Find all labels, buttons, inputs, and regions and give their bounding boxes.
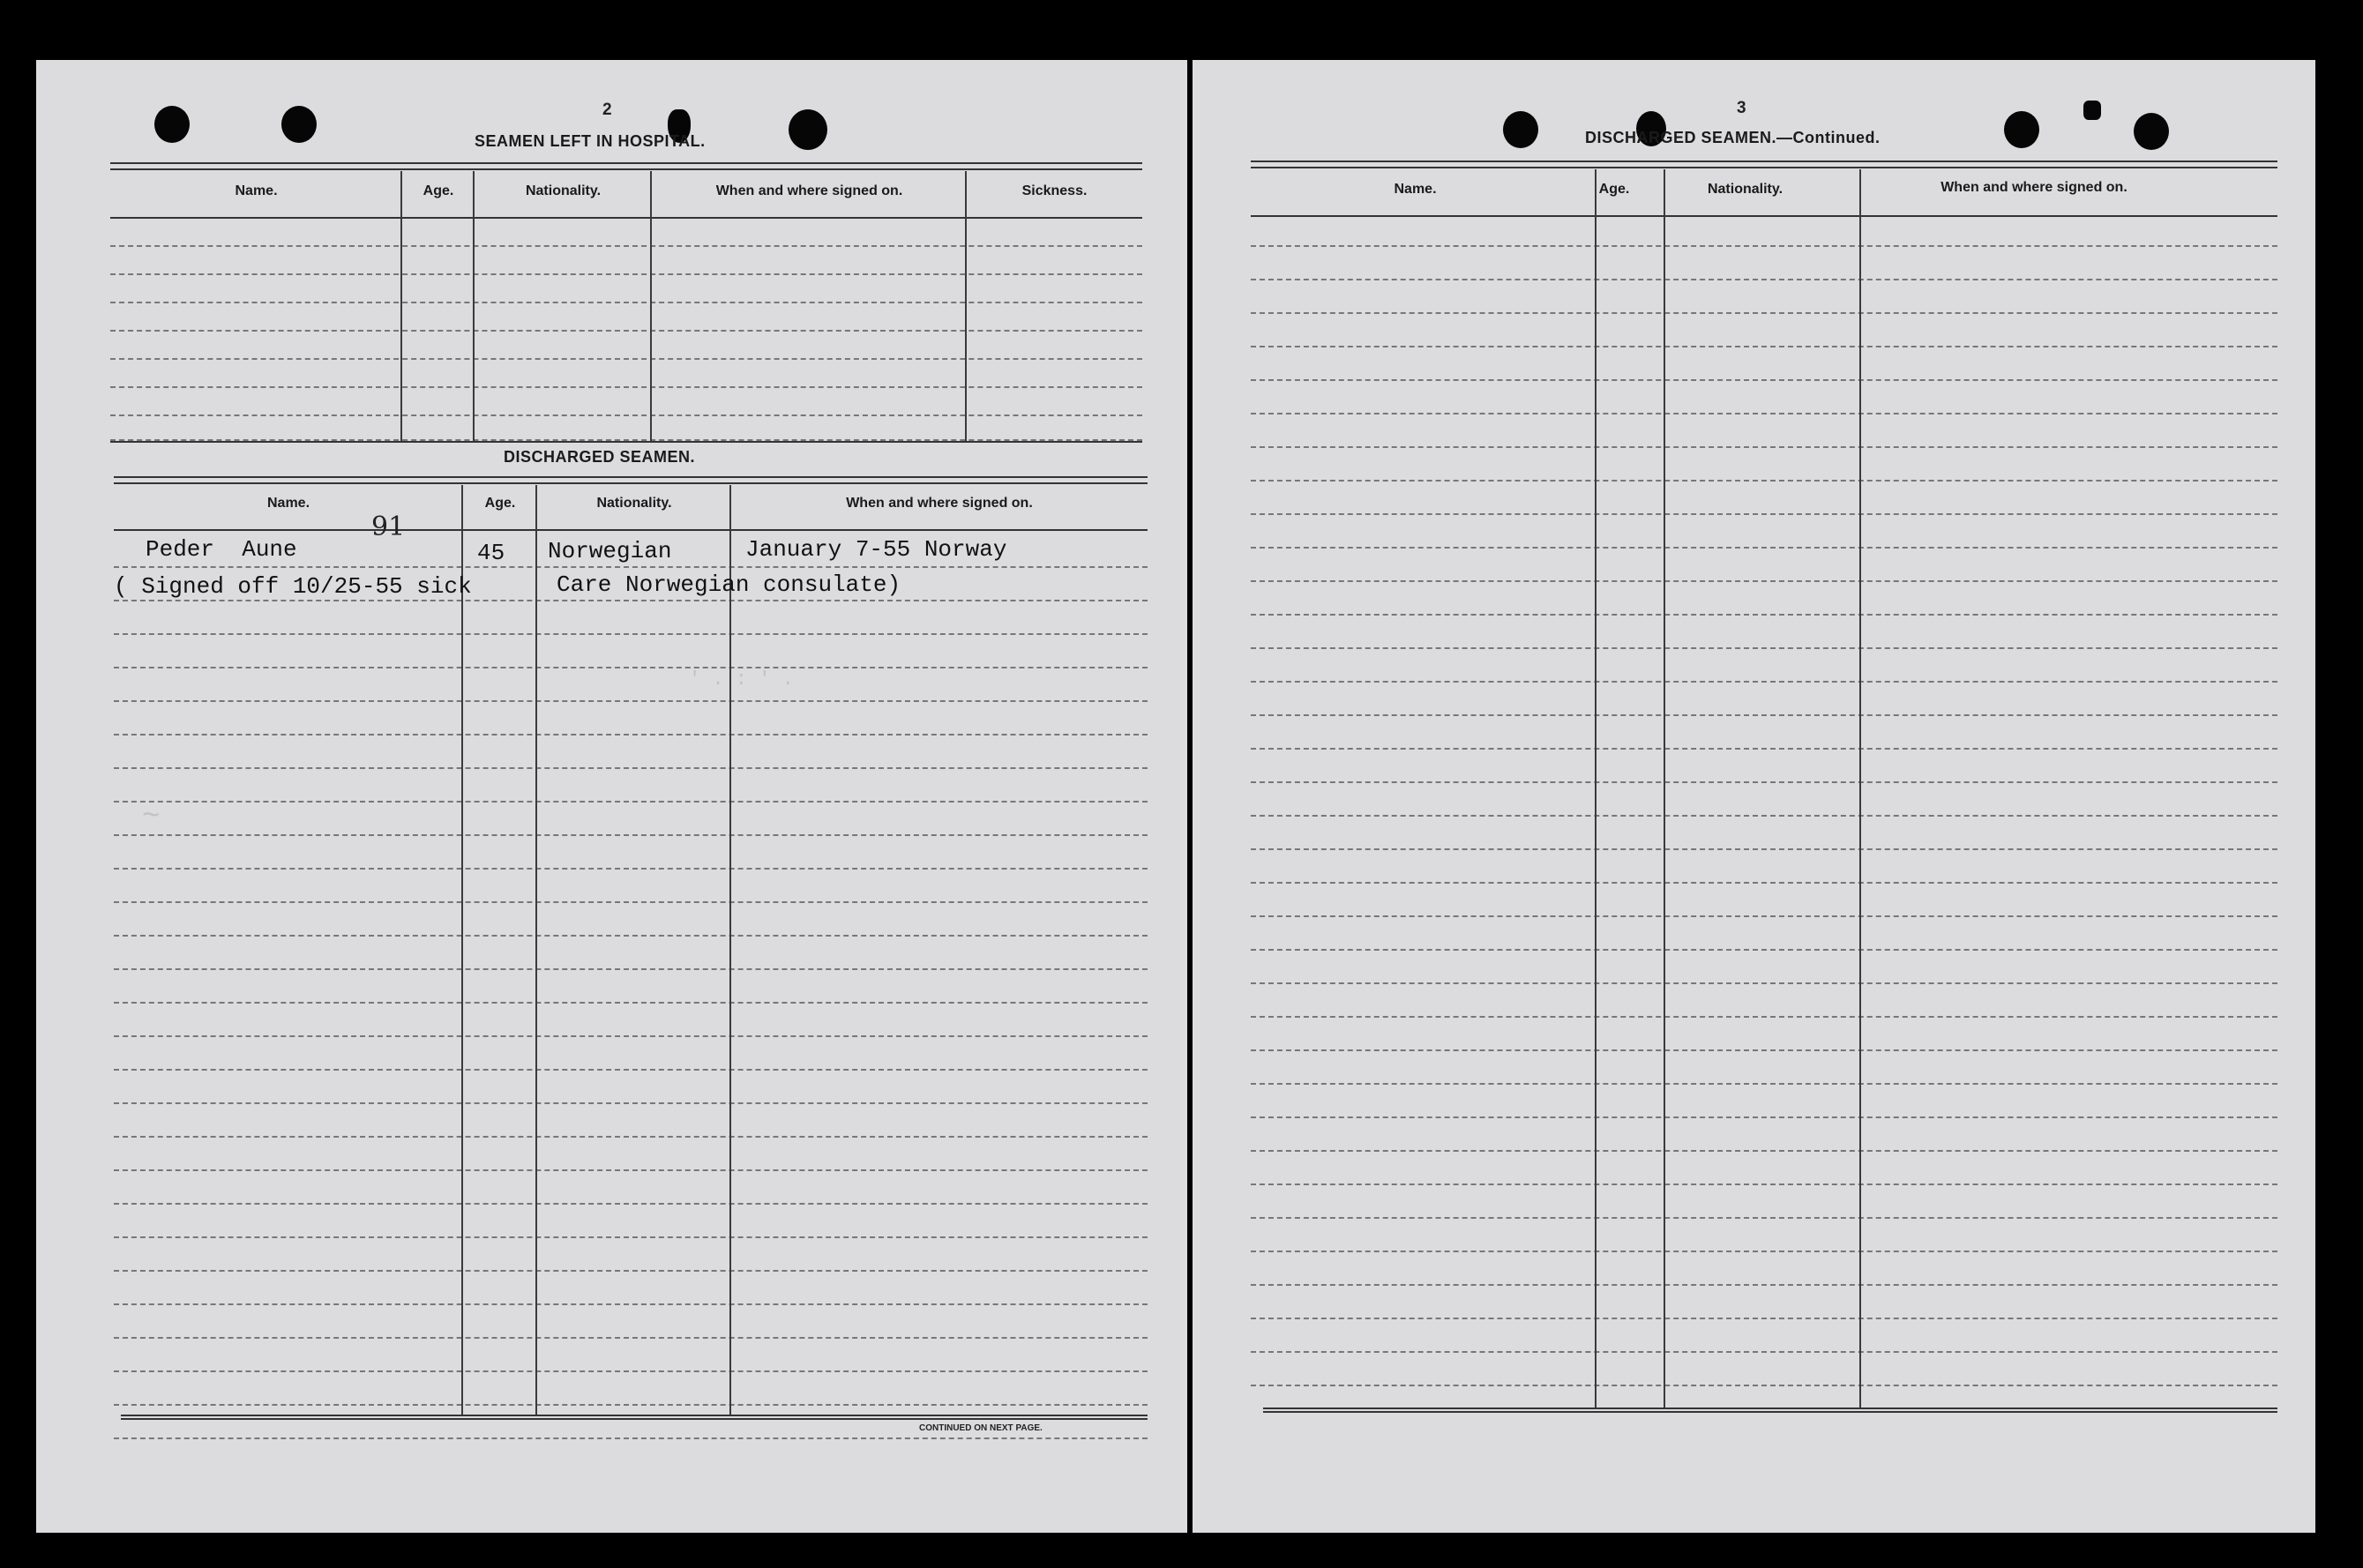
- ruled-line: [1251, 547, 2277, 549]
- col-header-name: Name.: [1394, 182, 1437, 197]
- ruled-line: [110, 273, 1142, 275]
- ruled-line: [114, 1102, 1148, 1104]
- bleed-through-mark: ' . : ' .: [689, 668, 794, 691]
- table-rule: [114, 476, 1148, 484]
- ruled-line: [1251, 346, 2277, 347]
- table-rule: [114, 529, 1148, 531]
- ruled-line: [1251, 714, 2277, 716]
- ruled-line: [1251, 1251, 2277, 1252]
- page-number: 3: [1737, 99, 1746, 117]
- ruled-line: [114, 1069, 1148, 1071]
- handwritten-mark: 91: [371, 511, 406, 542]
- ruled-line: [1251, 614, 2277, 616]
- table-rule: [1263, 1411, 2277, 1413]
- col-header-age: Age.: [1598, 182, 1630, 197]
- ruled-line: [1251, 681, 2277, 683]
- ruled-line: [1251, 580, 2277, 582]
- ruled-line: [114, 700, 1148, 702]
- ruled-line: [114, 901, 1148, 903]
- section-title-discharged-continued: DISCHARGED SEAMEN.—Continued.: [1585, 129, 1881, 146]
- ruled-line: [1251, 1150, 2277, 1152]
- ruled-line: [114, 1136, 1148, 1138]
- ruled-line: [1251, 647, 2277, 649]
- entry-note-continued: Care Norwegian consulate): [557, 571, 901, 598]
- ruled-line: [1251, 1116, 2277, 1118]
- ruled-line: [1251, 748, 2277, 750]
- ruled-line: [114, 868, 1148, 870]
- ruled-line: [1251, 279, 2277, 280]
- column-divider: [729, 485, 731, 1415]
- ruled-line: [114, 1169, 1148, 1171]
- punch-hole: [154, 106, 190, 143]
- ruled-line: [1251, 1318, 2277, 1319]
- ruled-line: [110, 330, 1142, 332]
- table-rule: [110, 441, 1142, 443]
- ruled-line: [114, 566, 1148, 568]
- ruled-line: [1251, 446, 2277, 448]
- ruled-line: [1251, 915, 2277, 917]
- ink-blot: [2083, 101, 2101, 120]
- col-header-name: Name.: [235, 183, 278, 198]
- ruled-line: [114, 1002, 1148, 1004]
- ruled-line: [110, 358, 1142, 360]
- entry-nationality: Norwegian: [548, 538, 672, 564]
- table-rule: [110, 217, 1142, 219]
- table-rule: [1251, 161, 2277, 168]
- ruled-line: [110, 414, 1142, 416]
- ruled-line: [1251, 848, 2277, 850]
- left-page: [36, 60, 1187, 1533]
- entry-signed-on: January 7-55 Norway: [745, 536, 1007, 563]
- column-divider: [535, 485, 537, 1415]
- column-divider: [461, 485, 463, 1415]
- section-title-hospital: SEAMEN LEFT IN HOSPITAL.: [475, 132, 706, 150]
- table-rule: [121, 1418, 1148, 1420]
- punch-hole: [2004, 111, 2039, 148]
- ruled-line: [110, 245, 1142, 247]
- bleed-through-mark: ~: [142, 801, 161, 834]
- entry-note: ( Signed off 10/25-55 sick: [114, 573, 472, 600]
- col-header-age: Age.: [422, 183, 454, 198]
- column-divider: [1595, 169, 1597, 1407]
- ruled-line: [1251, 882, 2277, 884]
- ruled-line: [114, 801, 1148, 803]
- page-number: 2: [602, 101, 612, 119]
- ruled-line: [1251, 1016, 2277, 1018]
- ruled-line: [1251, 982, 2277, 984]
- col-header-nationality: Nationality.: [1707, 182, 1783, 197]
- ruled-line: [114, 1270, 1148, 1272]
- entry-name: Peder Aune: [146, 536, 297, 563]
- col-header-nationality: Nationality.: [525, 183, 602, 198]
- table-rule: [121, 1415, 1148, 1416]
- ruled-line: [114, 1203, 1148, 1205]
- col-header-nationality: Nationality.: [596, 496, 672, 511]
- ruled-line: [1251, 1385, 2277, 1386]
- column-divider: [1664, 169, 1665, 1407]
- punch-hole: [1503, 111, 1538, 148]
- ruled-line: [1251, 245, 2277, 247]
- ruled-line: [1251, 1083, 2277, 1085]
- ruled-line: [114, 1337, 1148, 1339]
- col-header-sickness: Sickness.: [1021, 183, 1088, 198]
- table-rule: [110, 162, 1142, 170]
- ruled-line: [114, 1236, 1148, 1238]
- ruled-line: [1251, 949, 2277, 951]
- ruled-line: [114, 1303, 1148, 1305]
- col-header-signed-on: When and where signed on.: [846, 496, 1033, 511]
- ruled-line: [1251, 1049, 2277, 1051]
- column-divider: [650, 171, 652, 441]
- section-title-discharged: DISCHARGED SEAMEN.: [504, 448, 696, 466]
- table-rule: [1251, 215, 2277, 217]
- ruled-line: [114, 1404, 1148, 1406]
- ruled-line: [110, 386, 1142, 388]
- col-header-signed-on: When and where signed on.: [1941, 180, 2127, 195]
- column-divider: [473, 171, 475, 441]
- punch-hole: [2134, 113, 2169, 150]
- ruled-line: [114, 767, 1148, 769]
- ruled-line: [1251, 413, 2277, 414]
- punch-hole: [281, 106, 317, 143]
- ruled-line: [1251, 1351, 2277, 1353]
- table-rule: [1263, 1407, 2277, 1409]
- ruled-line: [114, 734, 1148, 735]
- ruled-line: [114, 1370, 1148, 1372]
- column-divider: [400, 171, 402, 441]
- col-header-age: Age.: [484, 496, 516, 511]
- ruled-line: [114, 633, 1148, 635]
- ruled-line: [114, 935, 1148, 937]
- ruled-line: [1251, 1217, 2277, 1219]
- ruled-line: [1251, 379, 2277, 381]
- column-divider: [1859, 169, 1861, 1407]
- ruled-line: [1251, 1183, 2277, 1185]
- ruled-line: [1251, 781, 2277, 783]
- ruled-line: [114, 1437, 1148, 1439]
- ruled-line: [114, 1035, 1148, 1037]
- punch-hole: [789, 109, 827, 150]
- entry-age: 45: [477, 540, 505, 566]
- column-divider: [965, 171, 967, 441]
- right-page: [1193, 60, 2315, 1533]
- ruled-line: [114, 834, 1148, 836]
- ruled-line: [1251, 513, 2277, 515]
- continued-footer: CONTINUED ON NEXT PAGE.: [919, 1423, 1043, 1433]
- ruled-line: [114, 968, 1148, 970]
- ruled-line: [1251, 1284, 2277, 1286]
- ruled-line: [1251, 312, 2277, 314]
- ruled-line: [1251, 480, 2277, 482]
- ruled-line: [114, 600, 1148, 601]
- col-header-name: Name.: [266, 496, 310, 511]
- ruled-line: [110, 302, 1142, 303]
- ruled-line: [1251, 815, 2277, 817]
- col-header-signed-on: When and where signed on.: [715, 183, 903, 198]
- ruled-line: [114, 667, 1148, 668]
